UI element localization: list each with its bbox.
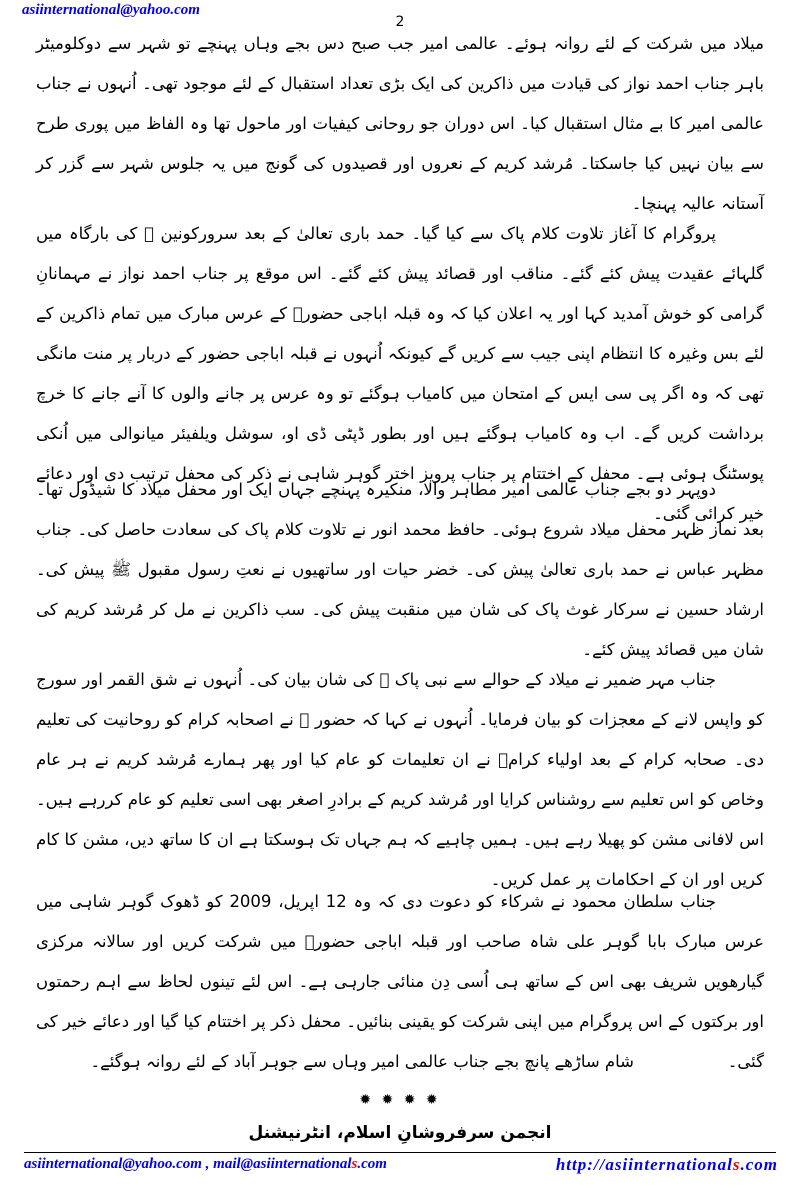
url-prefix: http://asiinternational: [555, 1155, 733, 1174]
paragraph-2: پروگرام کا آغاز تلاوت کلام پاک سے کیا گیا۔ حمد باری تعالیٰ کے بعد سرورکونین ﷺ کی بارگاہ میں گلہائے عقیدت پیش کئے گئے۔ مناقب اور قصائد پیش کئے گئے۔ اس موقع پر جناب احمد نواز نے مہمانانِ گرامی کو خوش آمدید کہا اور یہ اعلان کیا کہ وہ قبلہ اباجی حضورؒ کے عرس مبارک میں تمام ذاکرین کے لئے بس وغیرہ کا انتظام اپنی جیب سے کریں گے کیونکہ اُنہوں نے قبلہ اباجی حضور کے دربار پر منت مانگی تھی کہ وہ اگر پی سی ایس کے امتحان میں کامیاب ہوگئے تو وہ عرس پر جانے والوں کا آنے جانے کا خرچ برداشت کریں گے۔ اب وہ کامیاب ہوگئے ہیں اور بطور ڈپٹی ڈی او، سوشل ویلفیئر میانوالی میں اُنکی پوسٹنگ ہوئی ہے۔ محفل کے اختتام پر جناب پرویز اختر گوہر شاہی نے ذکر کی محفل ترتیب دی اور دعائے خیر کرائی گئی۔: [36, 224, 764, 523]
paragraph-1: میلاد میں شرکت کے لئے روانہ ہوئے۔ عالمی امیر جب صبح دس بجے وہاں پہنچے تو شہر سے دوکلومیٹر باہر جناب احمد نواز کی قیادت میں ذاکرین کی ایک بڑی تعداد استقبال کے لئے موجود تھی۔ اُنہوں نے جناب عالمی امیر کا بے مثال استقبال کیا۔ اس دوران جو روحانی کیفیات اور ماحول تھا وہ الفاظ میں پوری طرح سے بیان نہیں کیا جاسکتا۔ مُرشد کریم کے نعروں اور قصیدوں کی گونج میں یہ جلوس شہر سے گزر کر آستانہ عالیہ پہنچا۔: [36, 34, 764, 213]
url-suffix: .com: [740, 1155, 778, 1174]
email-separator: ,: [201, 1156, 214, 1172]
email-2-red-letter: s: [351, 1156, 358, 1172]
paragraph-6: شام ساڑھے پانچ بجے جناب عالمی امیر وہاں سے جوہر آباد کے لئے روانہ ہوگئے۔: [90, 1052, 634, 1071]
paragraph-5: جناب سلطان محمود نے شرکاء کو دعوت دی کہ وہ 12 اپریل، 2009 کو ڈھوک گوہر شاہی میں عرس مبارک بابا گوہر علی شاہ صاحب اور قبلہ اباجی حضورؒ میں شرکت کریں اور سالانہ مرکزی گیارھویں شریف بھی اس کے ساتھ ہی اُسی دِن منائی جارہی ہے۔ اس لئے تینوں لحاظ سے اہم رحمتوں اور برکتوں کے اس پروگرام میں اپنی شرکت کو یقینی بنائیں۔ محفل ذکر پر اختتام کیا گیا اور دعائے خیر کی گئی۔: [36, 892, 764, 1071]
paragraph-3: دوپہر دو بجے جناب عالمی امیر مطاہر والا، منکیرہ پہنچے جہاں ایک اور محفل میلاد کا شیڈول تھا۔ بعد نماز ظہر محفل میلاد شروع ہوئی۔ حافظ محمد انور نے تلاوت کلام پاک کی سعادت حاصل کی۔ جناب مظہر عباس نے حمد باری تعالیٰ پیش کی۔ خضر حیات اور ساتھیوں نے نعتِ رسول مقبول ﷺ پیش کی۔ ارشاد حسین نے سرکار غوث پاک کی شان میں منقبت پیش کی۔ سب ذاکرین نے مل کر مُرشد کریم کی شان میں قصائد پیش کئے۔: [36, 480, 764, 659]
paragraph-4: جناب مہر ضمیر نے میلاد کے حوالے سے نبی پاک ﷺ کی شان بیان کی۔ اُنہوں نے شق القمر اور سورج کو واپس لانے کے معجزات کو بیان فرمایا۔ اُنہوں نے کہا کہ حضور ﷺ نے اصحابہ کرام کو روحانیت کی تعلیم دی۔ صحابہ کرام کے بعد اولیاء کرامؒ نے ان تعلیمات کو عام کیا اور پھر ہمارے مُرشد کریم نے ہر عام وخاص کو اس تعلیم سے روشناس کرایا اور مُرشد کریم کے برادرِ اصغر بھی اسی تعلیم کو عام کررہے ہیں۔ اس لافانی مشن کو پھیلا رہے ہیں۔ ہمیں چاہیے کہ ہم جہاں تک ہوسکتا ہے ان کا ساتھ دیں، مشن کا کام کریں اور ان کے احکامات پر عمل کریں۔: [36, 670, 764, 889]
url-red-letter: s: [732, 1155, 741, 1174]
page-number: 2: [395, 14, 405, 30]
footer-divider: [24, 1152, 776, 1153]
star-separator: ✹ ✹ ✹ ✹: [359, 1092, 441, 1108]
organization-name: انجمن سرفروشانِ اسلام، انٹرنیشنل: [248, 1123, 552, 1143]
email-2-suffix: .com: [357, 1156, 387, 1172]
footer-website-link[interactable]: [556, 1155, 778, 1175]
header-email-link[interactable]: asiinternational@yahoo.com: [22, 2, 200, 18]
footer-email-2-link[interactable]: [213, 1156, 387, 1172]
email-2-prefix: mail@asiinternational: [213, 1156, 352, 1172]
footer-emails: [24, 1156, 387, 1173]
footer-email-1-link[interactable]: asiinternational@yahoo.com: [24, 1156, 202, 1172]
